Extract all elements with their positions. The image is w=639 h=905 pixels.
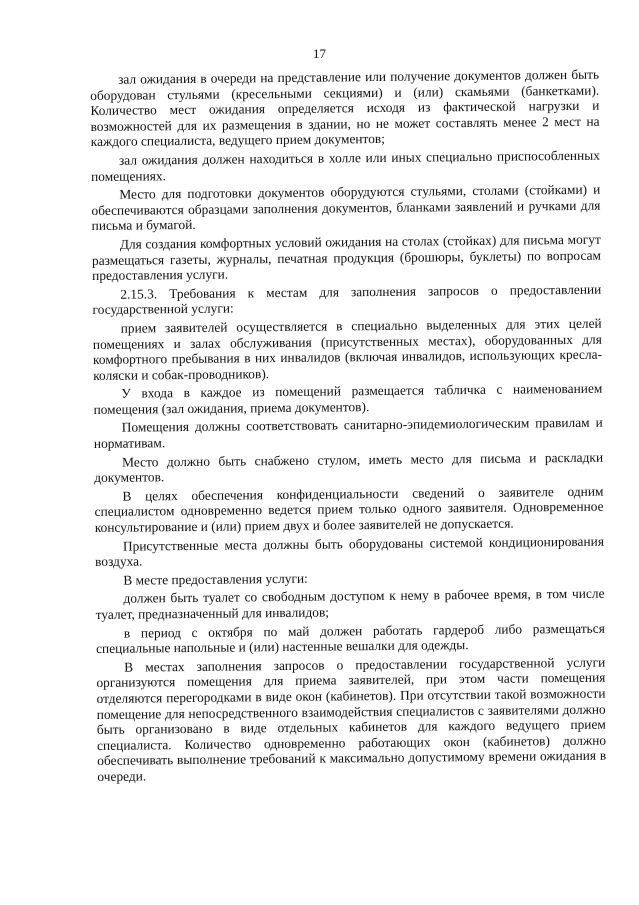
paragraph: прием заявителей осуществляется в специально выделенных для этих целей помещениях и залах обслуживания (присутственных местах), оборудованных для комфортного пребывания в них инвалидов (включая инвалидов, использующих кресла-коляски и собак-проводников).	[92, 315, 603, 383]
paragraph: зал ожидания в очереди на представление или получение документов должен быть оборудован стульями (кресельными секциями) и (или) скамьями (банкетками). Количество мест ожидания определяется исходя из фактической нагрузки и возможностей для их размещения в здании, но не может составлять менее 2 мест на каждого специалиста, ведущего прием документов;	[90, 66, 600, 150]
paragraph: в период с октября по май должен работать гардероб либо размещаться специальные напольные и (или) настенные вешалки для одежды.	[95, 620, 605, 657]
paragraph: должен быть туалет со свободным доступом к нему в рабочее время, в том числе туалет, предназначенный для инвалидов;	[95, 586, 605, 622]
page-number: 17	[313, 46, 326, 61]
paragraph: У входа в каждое из помещений размещается табличка с наименованием помещения (зал ожидания, приема документов).	[93, 380, 603, 417]
document-body	[90, 67, 606, 788]
paragraph: Для создания комфортных условий ожидания на столах (стойках) для письма могут размещаться газеты, журналы, печатная продукция (брошюры, буклеты) по вопросам предоставления услуги.	[91, 231, 602, 284]
paragraph: Помещения должны соответствовать санитарно-эпидемиологическим правилам и нормативам.	[93, 415, 603, 452]
paragraph: 2.15.3. Требования к местам для заполнения запросов о предоставлении государственной услуги:	[92, 281, 602, 318]
paragraph: Место должно быть снабжено стулом, иметь место для письма и раскладки документов.	[94, 449, 604, 486]
paragraph: Место для подготовки документов оборудуются стульями, столами (стойками) и обеспечиваются образцами заполнения документов, бланками заявлений и ручками для письма и бумагой.	[91, 181, 601, 234]
paragraph: Присутственные места должны быть оборудованы системой кондиционирования воздуха.	[95, 533, 605, 570]
paragraph: В месте предоставления услуги:	[123, 570, 308, 588]
paragraph: зал ожидания должен находиться в холле или иных специально приспособленных помещениях.	[91, 147, 600, 184]
paragraph: В целях обеспечения конфиденциальности сведений о заявителе одним специалистом одновременно ведется прием только одного заявителя. Одновременное консультирование и (или) прием двух и более заявителей не допускается.	[94, 483, 604, 536]
paragraph: В местах заполнения запросов о предоставлении государственной услуги организуются помещения для приема заявителей, при этом части помещения отделяются перегородками в виде окон (кабинетов). При отсутствии такой возможности помещение для непосредственного взаимодействия специалистов с заявителями должно быть организовано в виде отдельных кабинетов для каждого ведущего прием специалиста. Количество одновременно работающих окон (кабинетов) должно обеспечивать выполнение требований к максимально допустимому времени ожидания в очереди.	[96, 654, 607, 784]
